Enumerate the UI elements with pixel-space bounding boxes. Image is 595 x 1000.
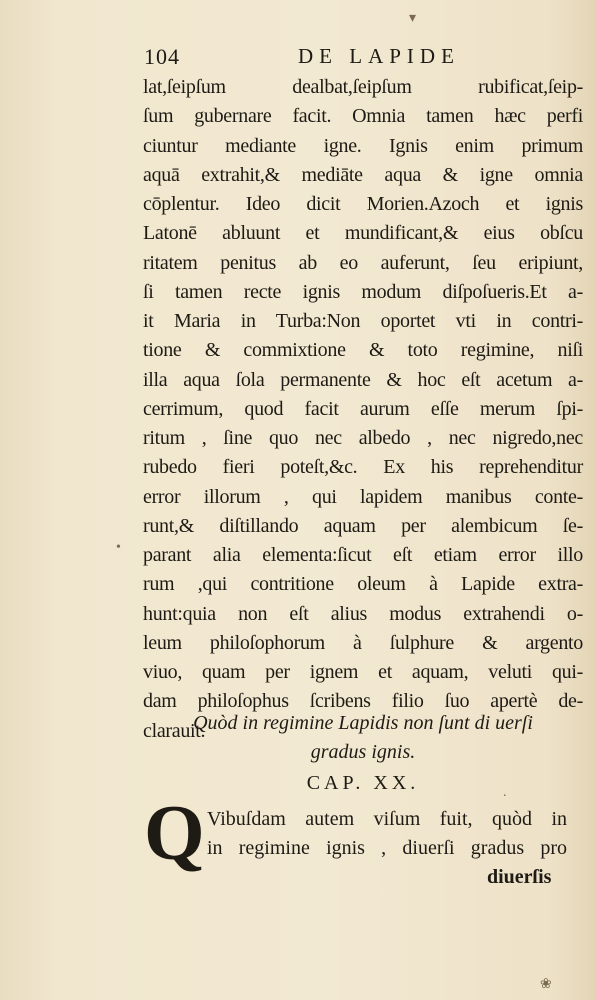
catchword: diuerſis xyxy=(487,866,552,888)
text-line: rum ,qui contritione oleum à Lapide extra- xyxy=(143,573,583,596)
page-number: 104 xyxy=(144,44,180,69)
text-line: clarauit. xyxy=(143,719,206,742)
text-line: ciuntur mediante igne. Ignis enim primum xyxy=(143,134,583,157)
text-line: illa aqua ſola permanente & hoc eſt acetum a- xyxy=(143,368,583,391)
chapter-heading-continued: gradus ignis. xyxy=(310,741,416,763)
ink-speck: ❀ xyxy=(540,977,552,992)
ink-speck: . xyxy=(503,785,507,800)
chapter-heading: Quòd in regimine Lapidis non ſunt di uerſi xyxy=(193,712,533,734)
text-line: ſum gubernare facit. Omnia tamen hæc perfi xyxy=(143,105,583,128)
body-text xyxy=(143,73,583,746)
chapter-first-line: Vibuſdam autem viſum fuit, quòd in xyxy=(207,808,567,830)
text-line: cerrimum, quod facit aurum eſſe merum ſpi- xyxy=(143,397,583,420)
running-title: DE LAPIDE xyxy=(298,44,460,68)
text-line: ritum , ſine quo nec albedo , nec nigredo,nec xyxy=(143,427,583,449)
text-line: ſi tamen recte ignis modum diſpoſueris.Et a- xyxy=(143,280,583,303)
text-line: it Maria in Turba:Non oportet vti in contri- xyxy=(143,310,583,332)
text-line: rubedo fieri poteſt,&c. Ex his reprehenditur xyxy=(143,456,583,479)
text-line: viuo, quam per ignem et aquam, veluti qui- xyxy=(143,661,583,683)
text-line: Latonē abluunt et mundificant,& eius obſcu xyxy=(143,222,583,245)
text-line: tione & commixtione & toto regimine, niſi xyxy=(143,339,583,362)
chapter-label: CAP. XX. xyxy=(306,772,420,794)
ink-speck: ▾ xyxy=(409,11,417,26)
text-line: parant alia elementa:ſicut eſt etiam error illo xyxy=(143,544,583,566)
text-line: aquā extrahit,& mediāte aqua & igne omnia xyxy=(143,163,583,186)
text-line: lat,ſeipſum dealbat,ſeipſum rubificat,ſeip- xyxy=(143,76,583,98)
chapter-second-line: in regimine ignis , diuerſi gradus pro xyxy=(207,837,567,859)
page-header xyxy=(144,44,584,74)
text-line: ritatem penitus ab eo auferunt, ſeu eripiunt, xyxy=(143,251,583,274)
drop-cap: Q xyxy=(144,789,205,876)
text-line: hunt:quia non eſt alius modus extrahendi o- xyxy=(143,602,583,625)
text-line: runt,& diſtillando aquam per alembicum ſe- xyxy=(143,514,583,537)
text-line: leum philoſophorum à ſulphure & argento xyxy=(143,631,583,654)
text-line: dam philoſophus ſcribens filio ſuo apertè de- xyxy=(143,690,583,713)
ink-speck: • xyxy=(116,540,121,555)
text-line: error illorum , qui lapidem manibus conte- xyxy=(143,485,583,508)
text-line: cōplentur. Ideo dicit Morien.Azoch et ignis xyxy=(143,193,583,215)
